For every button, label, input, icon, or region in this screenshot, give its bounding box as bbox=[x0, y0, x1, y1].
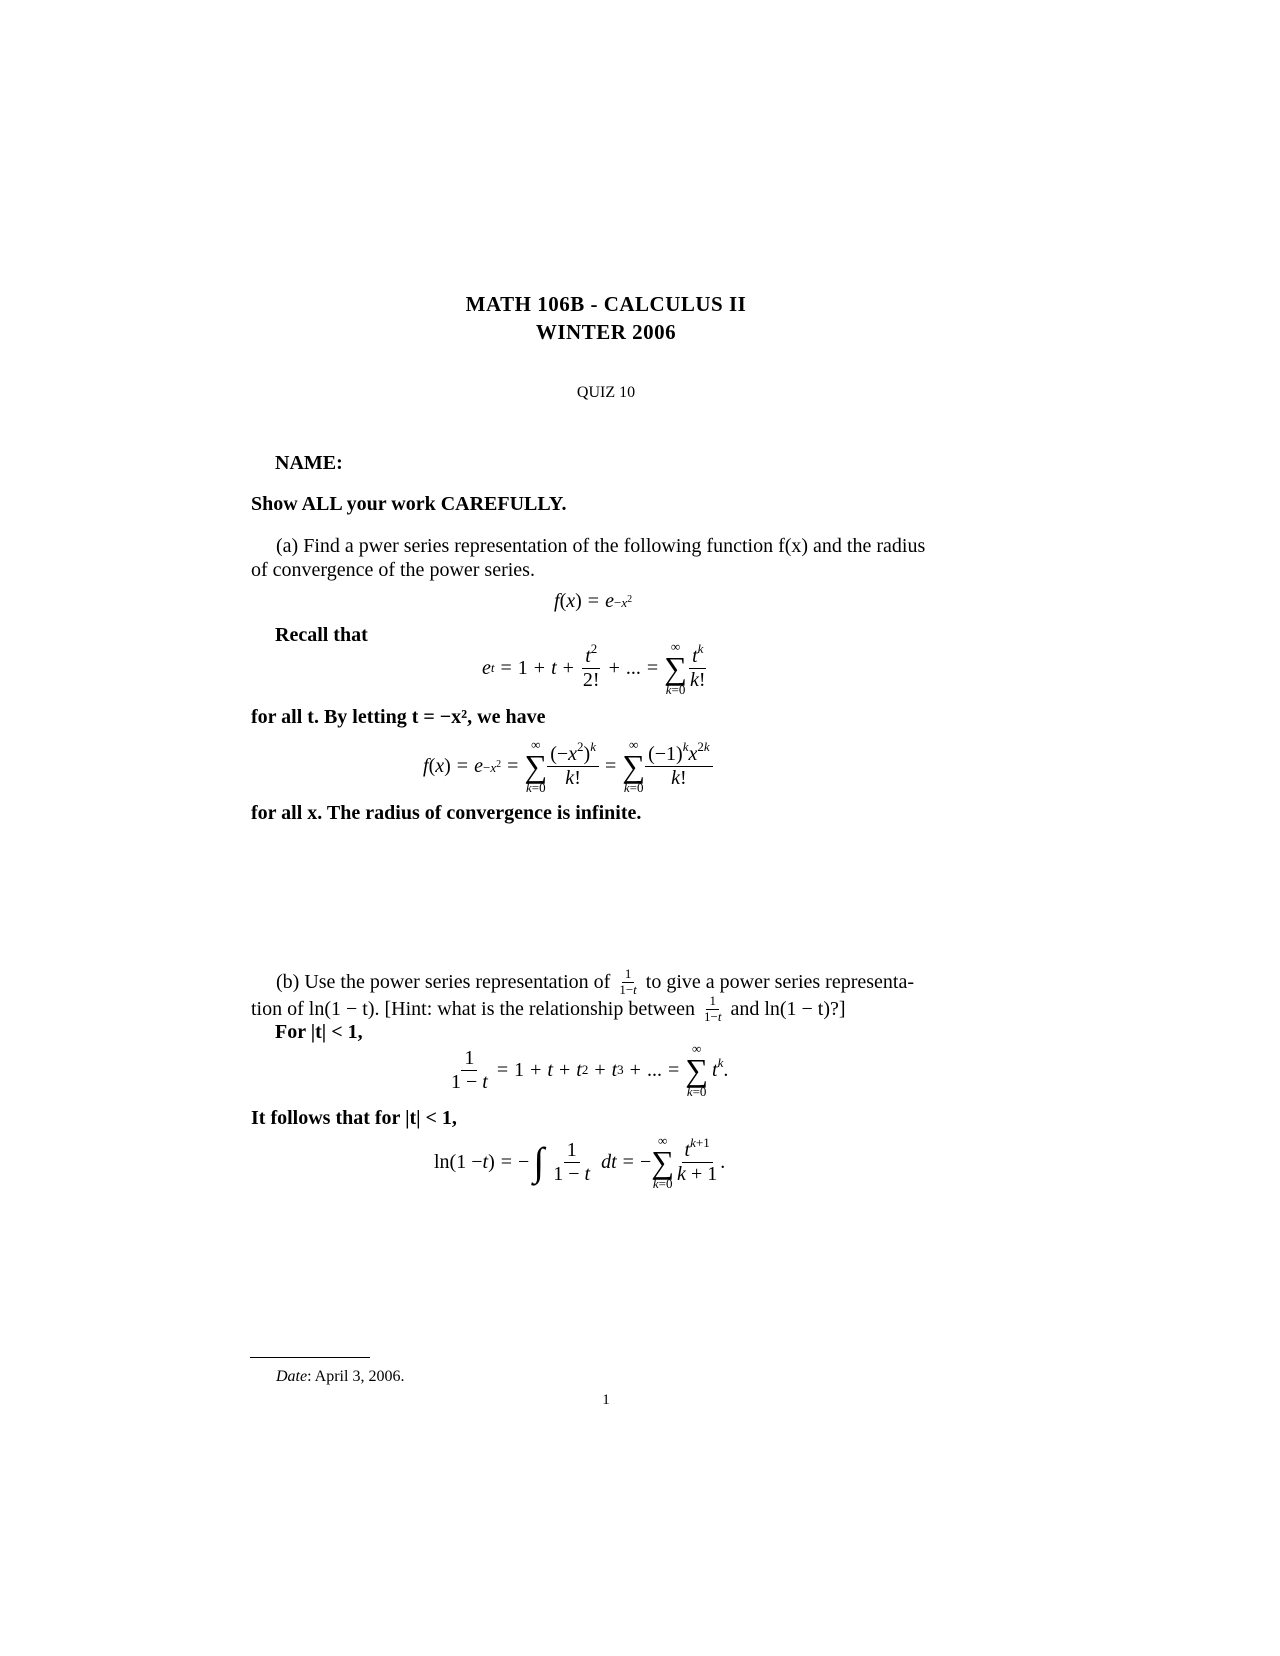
for-all-t-text: for all t. By letting t = −x², we have bbox=[251, 706, 546, 728]
exp-series-equation: e t = 1 + t + $\frac{t^2}{2!}$ + ... = ∞ ∑ k=0 $\frac{t^k}{k!}$ bbox=[482, 639, 706, 698]
part-b-prompt-2a: tion of ln(1 − t). [Hint: what is the relationship between bbox=[251, 998, 695, 1021]
log-series-equation: ln(1 − t ) = − ∫ $\frac{1}{1 - t}$ dt = − ∞ ∑ k=0 $\frac{t^{k+1}}{k + 1}$ . bbox=[434, 1133, 726, 1192]
footnote-date-value: : April 3, 2006. bbox=[307, 1368, 405, 1385]
part-b-prompt-1a: (b) Use the power series representation of bbox=[276, 971, 611, 994]
course-title: MATH 106B - CALCULUS II bbox=[465, 292, 747, 316]
quiz-title: QUIZ 10 bbox=[576, 384, 636, 401]
name-label: NAME: bbox=[275, 452, 343, 474]
inline-fraction: $\frac{1}{1-t}$ bbox=[619, 966, 637, 997]
it-follows-text: It follows that for |t| < 1, bbox=[251, 1107, 457, 1129]
part-a-prompt-line-1: (a) Find a pwer series representation of the following function f(x) and the radius bbox=[276, 535, 926, 557]
geometric-series-equation: $\frac{1}{1 - t}$ = 1 + t + t 2 + t 3 + ... = ∞ ∑ k=0 $t^k$. bbox=[451, 1041, 729, 1100]
for-t-text: For |t| < 1, bbox=[275, 1021, 363, 1043]
part-a-prompt-line-2: of convergence of the power series. bbox=[251, 559, 535, 581]
recall-label: Recall that bbox=[275, 624, 368, 646]
instruction: Show ALL your work CAREFULLY. bbox=[251, 493, 567, 515]
footnote-rule bbox=[250, 1357, 370, 1358]
page-number: 1 bbox=[602, 1392, 610, 1408]
inline-fraction: $\frac{1}{1-t}$ bbox=[703, 993, 722, 1024]
part-b-prompt-2b: and ln(1 − t)?] bbox=[730, 998, 846, 1021]
footnote-date bbox=[276, 1368, 404, 1386]
term-title: WINTER 2006 bbox=[535, 320, 677, 344]
part-b-prompt-1b: to give a power series representa- bbox=[645, 971, 915, 994]
substituted-series-equation: f ( x ) = e $-x^2$ = ∞ ∑ k=0 $\frac{(-x^2)^k}{k!}$ = ∞ ∑ k=0 $\frac{(-1)^kx^{2k}}{k!}$ bbox=[423, 738, 713, 794]
footnote-date-label: Date bbox=[276, 1368, 308, 1385]
function-equation: f ( x ) = e $-x^2$ bbox=[554, 590, 633, 612]
part-a-conclusion: for all x. The radius of convergence is infinite. bbox=[251, 802, 642, 824]
